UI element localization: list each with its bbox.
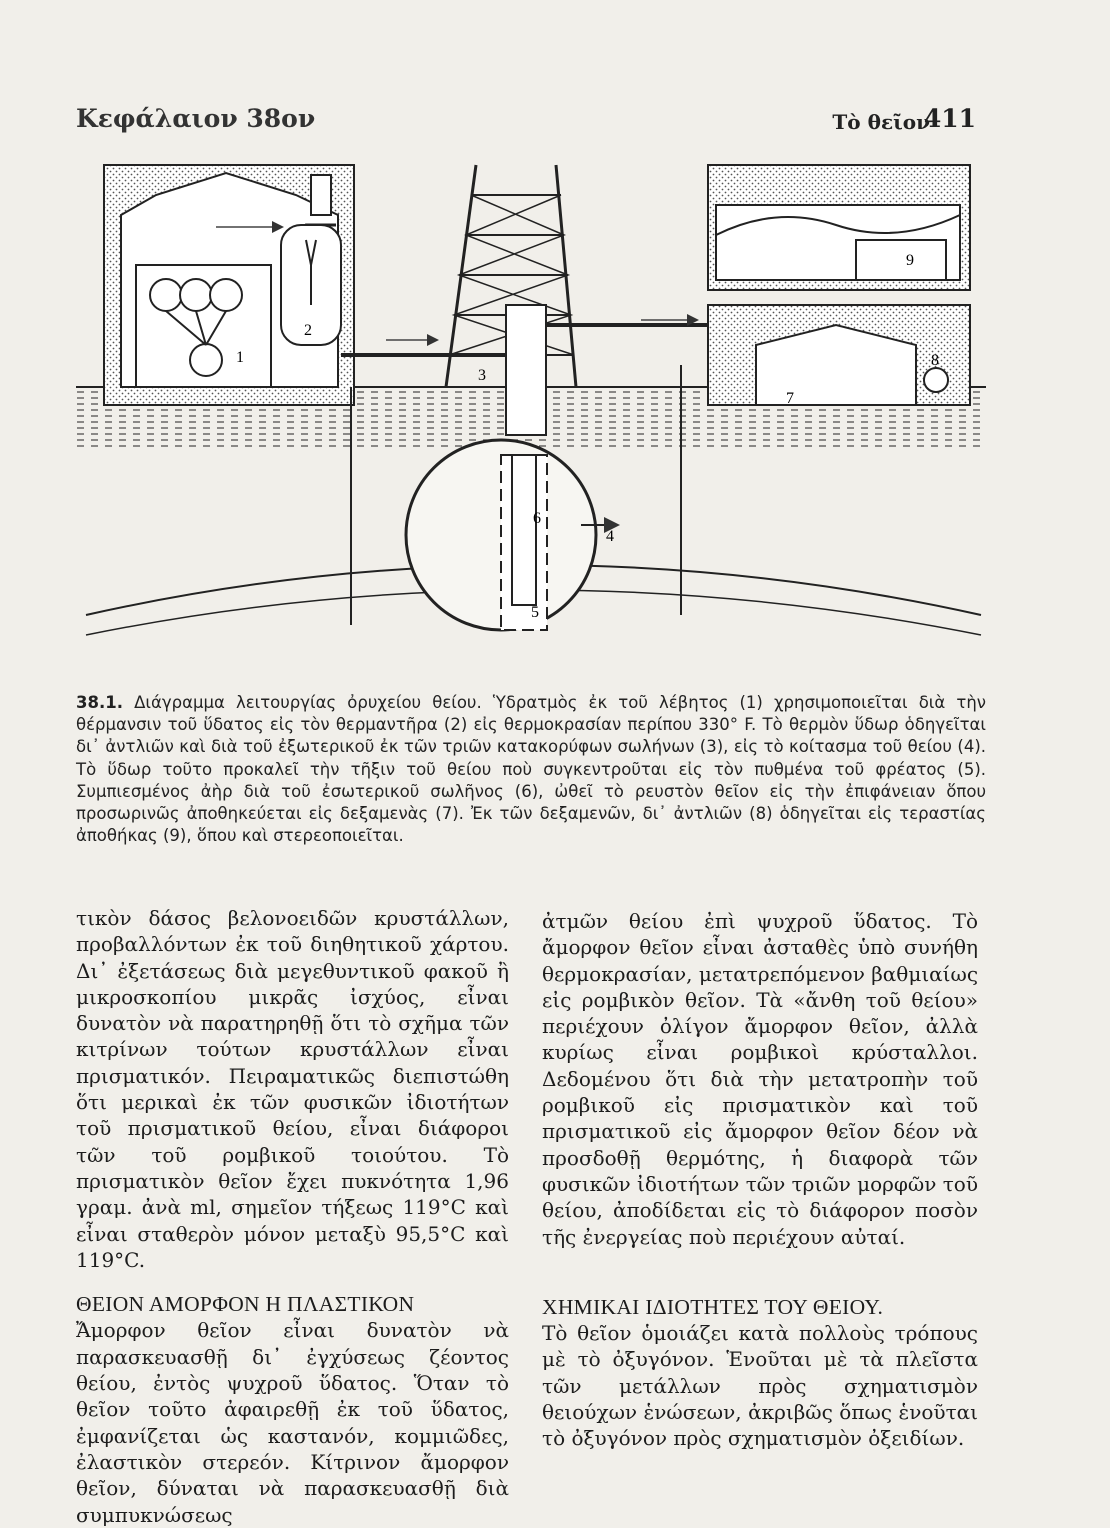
section-heading-chemical: ΧΗΜΙΚΑΙ ΙΔΙΟΤΗΤΕΣ ΤΟΥ ΘΕΙΟΥ. [542,1294,884,1319]
page-number: 411 [923,104,976,133]
label-8: 8 [931,352,939,369]
sulfur-mine-diagram [76,155,986,675]
label-2: 2 [304,322,312,339]
label-5: 5 [531,604,539,621]
label-7: 7 [786,390,794,407]
boiler-house [104,165,354,405]
running-title: Τὸ θεῖον [832,110,930,134]
left-paragraph-2: Ἄμορφον θεῖον εἶναι δυνατὸν νὰ παρασκευασθῇ δι᾽ ἐγχύσεως ζέοντος θείου, ἐντὸς ψυχροῦ ὕδατος. Ὅταν τὸ θεῖον τοῦτο ἀφαιρεθῇ ἐκ τοῦ ὕδατος, ἐμφανίζεται ὡς καστανόν, κομμιῶδες, ἐλαστικὸν στερεόν. Κίτρινον ἄμορφον θεῖον, δύναται νὰ παρασκευασθῇ διὰ συμπυκνώσεως [76,1318,509,1527]
left-paragraph-1: τικὸν δάσος βελονοειδῶν κρυστάλλων, προβαλλόντων ἐκ τοῦ διηθητικοῦ χάρτου. Δι᾽ ἐξετάσεως διὰ μεγεθυντικοῦ φακοῦ ἢ μικροσκοπίου μικρᾶς ἰσχύος, εἶναι δυνατὸν νὰ παρατηρηθῇ ὅτι τὸ σχῆμα τῶν κιτρίνων τούτων κρυστάλλων εἶναι πρισματικόν. Πειραματικῶς διεπιστώθη ὅτι μερικαὶ ἐκ τῶν φυσικῶν ἰδιοτήτων τοῦ πρισματικοῦ θείου, εἶναι διάφοροι τῶν τοῦ ρομβικοῦ τοιούτου. Τὸ πρισματικὸν θεῖον ἔχει πυκνότητα 1,96 γραμ. ἀνὰ ml, σημεῖον τήξεως 119°C καὶ εἶναι σταθερὸν μόνον μεταξὺ 95,5°C καὶ 119°C. [76,906,509,1272]
figure-number: 38.1. [76,693,123,712]
caption-text: Διάγραμμα λειτουργίας ὀρυχείου θείου. Ὑδρατμὸς ἐκ τοῦ λέβητος (1) χρησιμοποιεῖται διὰ τὴν θέρμανσιν τοῦ ὕδατος εἰς τὸν θερμαντῆρα (2) εἰς θερμοκρασίαν περίπου 330° F. Τὸ θερμὸν ὕδωρ ὁδηγεῖται δι᾽ ἀντλιῶν καὶ διὰ τοῦ ἐξωτερικοῦ ἐκ τῶν τριῶν κατακορύφων σωλήνων (3), εἰς τὸ κοίτασμα τοῦ θείου (4). Τὸ ὕδωρ τοῦτο προκαλεῖ τὴν τῆξιν τοῦ θείου ποὺ συγκεντροῦται εἰς τὸν πυθμένα τοῦ φρέατος (5). Συμπιεσμένος ἀὴρ διὰ τοῦ ἐσωτερικοῦ σωλῆνος (6), ὠθεῖ τὸ ρευστὸν θεῖον εἰς τὴν ἐπιφάνειαν ὅπου προσωρινῶς ἀποθηκεύεται εἰς δεξαμενὰς (7). Ἐκ τῶν δεξαμενῶν, δι᾽ ἀντλιῶν (8) ὁδηγεῖται εἰς τεραστίας ἀποθήκας (9), ὅπου καὶ στερεοποιεῖται. [76,693,986,846]
storage-buildings [708,165,970,407]
right-column [542,908,978,1452]
chapter-title: Κεφάλαιον 38ον [76,104,316,133]
left-column [76,905,509,1528]
label-1: 1 [236,349,244,366]
magnified-well-detail [406,440,616,630]
label-9: 9 [906,252,914,269]
label-3: 3 [478,367,486,384]
label-6: 6 [533,510,541,527]
right-paragraph-1: ἀτμῶν θείου ἐπὶ ψυχροῦ ὕδατος. Τὸ ἄμορφον θεῖον εἶναι ἀσταθὲς ὑπὸ συνήθη θερμοκρασίαν, μετατρεπόμενον βαθμιαίως εἰς ρομβικὸν θεῖον. Τὰ «ἄνθη τοῦ θείου» περιέχουν ὀλίγον ἄμορφον θεῖον, ἀλλὰ κυρίως εἶναι ρομβικοὶ κρύσταλλοι. Δεδομένου ὅτι διὰ τὴν μετατροπὴν τοῦ ρομβικοῦ εἰς πρισματικὸν καὶ τοῦ πρισματικοῦ εἰς ἄμορφον θεῖον δέον νὰ προσδοθῇ θερμότης, ἡ διαφορὰ τῶν φυσικῶν ἰδιοτήτων τῶν τριῶν μορφῶν τοῦ θείου, ἀποδίδεται εἰς τὸ διάφορον ποσὸν τῆς ἐνεργείας ποὺ περιέχουν αὐταί. [542,909,979,1249]
figure-caption [76,692,986,847]
right-paragraph-2: Τὸ θεῖον ὁμοιάζει κατὰ πολλοὺς τρόπους μὲ τὸ ὀξυγόνον. Ἑνοῦται μὲ τὰ πλεῖστα τῶν μετάλλων πρὸς σχηματισμὸν θειούχων ἑνώσεων, ἀκριβῶς ὅπως ἑνοῦται τὸ ὀξυγόνον πρὸς σχηματισμὸν ὀξειδίων. [542,1321,978,1451]
section-heading-amorphous: ΘΕΙΟΝ ΑΜΟΡΦΟΝ Η ΠΛΑΣΤΙΚΟΝ [76,1292,415,1317]
label-4: 4 [606,528,614,545]
